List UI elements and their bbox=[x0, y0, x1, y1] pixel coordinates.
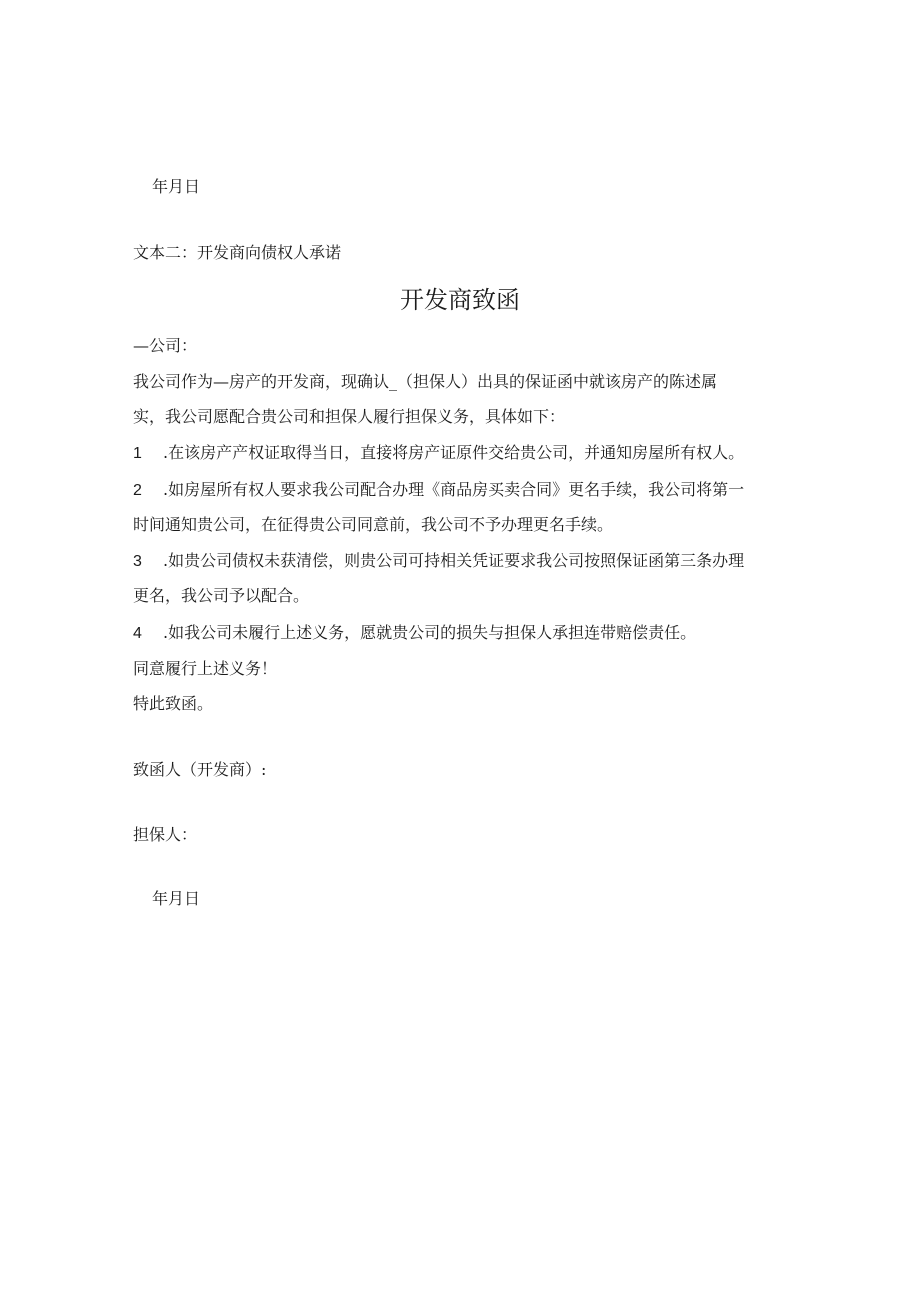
letter-title: 开发商致函 bbox=[400, 286, 520, 314]
closing-line: 特此致函。 bbox=[133, 694, 214, 713]
list-item bbox=[133, 551, 744, 572]
item-number: 1 bbox=[133, 445, 142, 462]
item-text: .如房屋所有权人要求我公司配合办理《商品房买卖合同》更名手续，我公司将第一 bbox=[163, 480, 745, 499]
salutation: —公司： bbox=[133, 336, 198, 355]
list-item bbox=[133, 623, 696, 644]
list-item bbox=[133, 480, 744, 501]
item-number: 2 bbox=[133, 482, 142, 499]
item-number: 4 bbox=[133, 625, 142, 642]
item-text: .在该房产产权证取得当日，直接将房产证原件交给贵公司，并通知房屋所有权人。 bbox=[163, 443, 745, 462]
agree-line: 同意履行上述义务！ bbox=[133, 659, 278, 678]
intro-line-2: 实，我公司愿配合贵公司和担保人履行担保义务，具体如下： bbox=[133, 407, 566, 426]
section-heading: 文本二：开发商向债权人承诺 bbox=[133, 243, 342, 262]
signer-guarantor: 担保人： bbox=[133, 825, 198, 844]
item-text: .如我公司未履行上述义务，愿就贵公司的损失与担保人承担连带赔偿责任。 bbox=[163, 623, 697, 642]
item-text-continued: 更名，我公司予以配合。 bbox=[133, 586, 310, 605]
list-item bbox=[133, 443, 744, 464]
bottom-date: 年月日 bbox=[152, 889, 201, 908]
signer-developer: 致函人（开发商）: bbox=[133, 760, 267, 779]
intro-line-1: 我公司作为—房产的开发商，现确认_（担保人）出具的保证函中就该房产的陈述属 bbox=[133, 372, 718, 391]
item-text: .如贵公司债权未获清偿，则贵公司可持相关凭证要求我公司按照保证函第三条办理 bbox=[163, 551, 745, 570]
item-number: 3 bbox=[133, 553, 142, 570]
item-text-continued: 时间通知贵公司，在征得贵公司同意前，我公司不予办理更名手续。 bbox=[133, 515, 614, 534]
top-date: 年月日 bbox=[152, 177, 201, 196]
